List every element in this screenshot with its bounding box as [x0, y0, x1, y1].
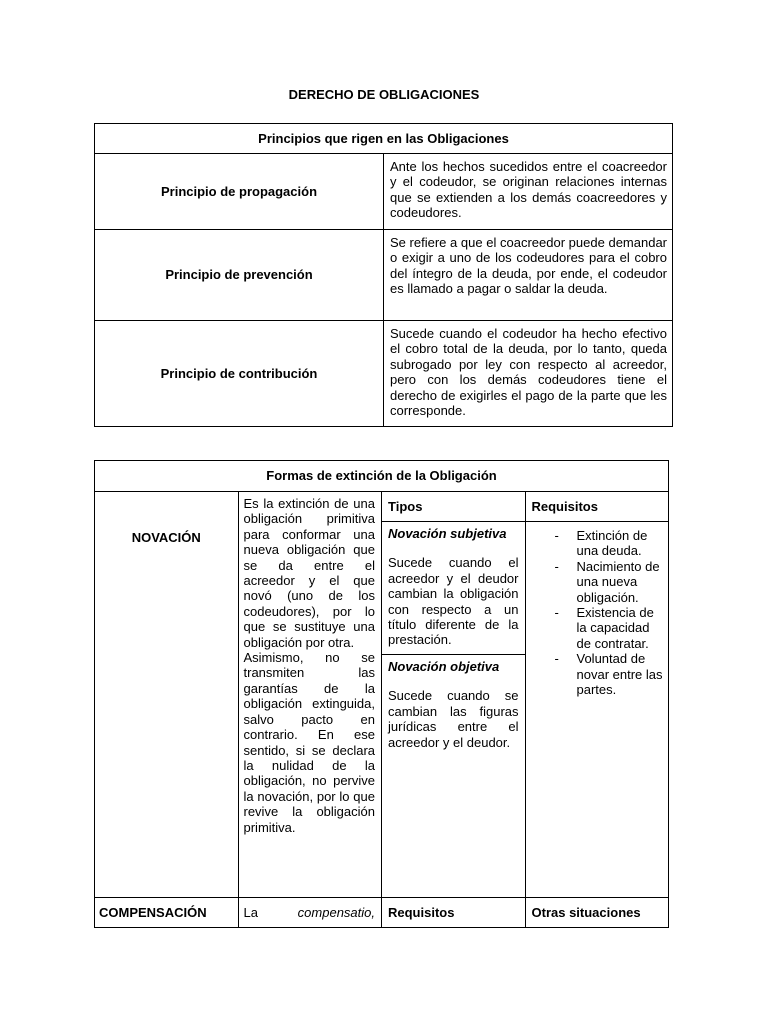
extinction-header: Formas de extinción de la Obligación	[95, 461, 669, 492]
document-title: DERECHO DE OBLIGACIONES	[288, 87, 480, 102]
principle-name: Principio de prevención	[95, 230, 384, 321]
principle-description: Ante los hechos sucedidos entre el coacreedor y el codeudor, se originan relaciones internas que se extienden a los demás coacreedores y codeudores.	[384, 154, 673, 230]
compensacion-requisitos-header: Requisitos	[382, 898, 526, 928]
novacion-subjetiva-text: Sucede cuando el acreedor y el deudor cambian la obligación con respecto a un título diferente de la prestación.	[388, 555, 519, 648]
novacion-objetiva-title: Novación objetiva	[388, 659, 500, 674]
novacion-header-row	[95, 492, 669, 522]
novacion-subjetiva-cell	[382, 522, 526, 655]
requisitos-list	[527, 528, 668, 697]
requisito-text: Nacimiento de una nueva obligación.	[576, 558, 660, 605]
novacion-label: NOVACIÓN	[95, 492, 239, 898]
novacion-subjetiva-title: Novación subjetiva	[388, 526, 507, 541]
compensacion-text-italic: compensatio,	[297, 904, 375, 920]
requisitos-column-header: Requisitos	[525, 492, 669, 522]
novacion-description-2: Asimismo, no se transmiten las garantías de la obligación extinguida, salvo pacto en contrario. En ese sentido, si se declara la nulidad de la obligación, no pervive la novación, por lo que revive la obligación primitiva.	[243, 650, 375, 835]
principle-description: Sucede cuando el codeudor ha hecho efectivo el cobro total de la deuda, por lo tanto, queda subrogado por ley con respecto al acreedor, pero con los demás codeudores tiene el derecho de exigirles el pago de la parte que les corresponde.	[384, 321, 673, 427]
requisito-text: Existencia de la capacidad de contratar.	[576, 605, 654, 651]
novacion-objetiva-text: Sucede cuando se cambian las figuras jurídicas entre el acreedor y el deudor.	[388, 688, 519, 750]
compensacion-otras-header: Otras situaciones	[525, 898, 669, 928]
principle-description: Se refiere a que el coacreedor puede demandar o exigir a uno de los codeudores para el cobro del íntegro de la deuda, por ende, el codeudor es llamado a pagar o saldar la deuda.	[384, 230, 673, 321]
compensacion-text-prefix: La	[243, 904, 258, 920]
novacion-objetiva-cell	[382, 655, 526, 898]
principles-header: Principios que rigen en las Obligaciones	[95, 124, 673, 154]
compensacion-text-cell	[238, 898, 382, 928]
principles-table	[94, 123, 673, 427]
extinction-forms-table	[94, 460, 669, 928]
novacion-requisitos-cell	[525, 522, 669, 898]
list-item: - Nacimiento de una nueva obligación.	[554, 558, 660, 605]
table-row	[95, 321, 673, 427]
tipos-column-header: Tipos	[382, 492, 526, 522]
table-row	[95, 154, 673, 230]
list-item: - Existencia de la capacidad de contratar.	[554, 605, 654, 651]
list-item: - Extinción de una deuda.	[554, 528, 648, 559]
requisito-text: Voluntad de novar entre las partes.	[576, 651, 663, 698]
principle-name: Principio de contribución	[95, 321, 384, 427]
extinction-header-row	[95, 461, 669, 492]
requisito-text: Extinción de una deuda.	[576, 528, 648, 559]
compensacion-label: COMPENSACIÓN	[95, 898, 239, 928]
novacion-description-cell	[238, 492, 382, 898]
principle-name: Principio de propagación	[95, 154, 384, 230]
novacion-description: Es la extinción de una obligación primitiva para conformar una nueva obligación que se da entre el acreedor y el que novó (uno de los codeudores), por lo que se sustituye una obligación por otra.	[243, 496, 375, 650]
table-row	[95, 230, 673, 321]
principles-header-row	[95, 124, 673, 154]
list-item: - Voluntad de novar entre las partes.	[554, 651, 663, 698]
compensacion-row	[95, 898, 669, 928]
